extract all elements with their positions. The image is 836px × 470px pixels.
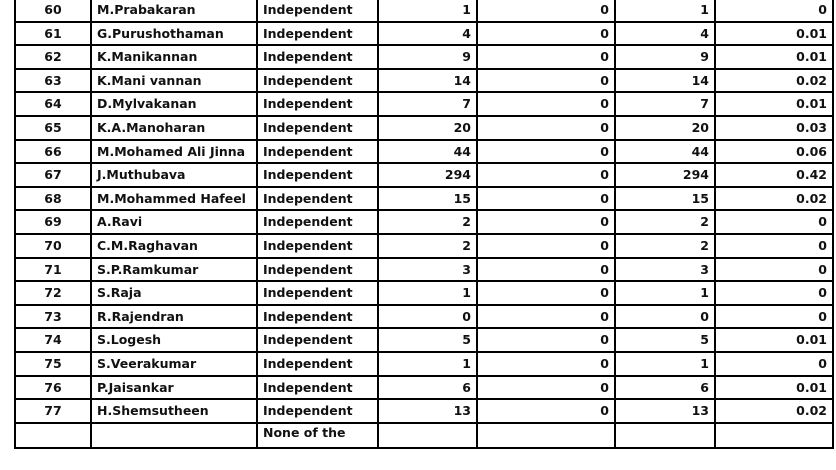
evm-votes-cell: 1 <box>378 281 477 305</box>
evm-votes-cell: 6 <box>378 376 477 400</box>
table-row <box>15 116 833 140</box>
party-cell: Independent <box>257 45 378 69</box>
party-cell: Independent <box>257 210 378 234</box>
candidate-name-cell: K.Mani vannan <box>91 69 257 93</box>
vote-percent-cell: 0.06 <box>715 140 833 164</box>
postal-votes-cell <box>477 423 615 449</box>
serial-number-cell: 77 <box>15 399 91 423</box>
evm-votes-cell: 13 <box>378 399 477 423</box>
table-row <box>15 376 833 400</box>
serial-number-cell: 64 <box>15 92 91 116</box>
vote-percent-cell: 0.01 <box>715 376 833 400</box>
candidate-name-cell: M.Mohammed Hafeel <box>91 187 257 211</box>
total-votes-cell: 7 <box>615 92 715 116</box>
vote-percent-cell: 0.42 <box>715 163 833 187</box>
serial-number-cell: 73 <box>15 305 91 329</box>
evm-votes-cell: 3 <box>378 258 477 282</box>
serial-number-cell: 72 <box>15 281 91 305</box>
vote-percent-cell: 0 <box>715 258 833 282</box>
table-row <box>15 305 833 329</box>
postal-votes-cell: 0 <box>477 140 615 164</box>
postal-votes-cell: 0 <box>477 187 615 211</box>
vote-percent-cell: 0.01 <box>715 92 833 116</box>
candidate-name-cell: S.Raja <box>91 281 257 305</box>
candidate-name-cell: M.Prabakaran <box>91 0 257 22</box>
evm-votes-cell <box>378 423 477 449</box>
table-row <box>15 45 833 69</box>
party-cell: Independent <box>257 116 378 140</box>
evm-votes-cell: 294 <box>378 163 477 187</box>
vote-percent-cell: 0.01 <box>715 22 833 46</box>
table-row <box>15 92 833 116</box>
candidate-name-cell <box>91 423 257 449</box>
vote-percent-cell: 0.02 <box>715 399 833 423</box>
postal-votes-cell: 0 <box>477 92 615 116</box>
party-cell: Independent <box>257 140 378 164</box>
table-row <box>15 423 833 449</box>
vote-percent-cell: 0.02 <box>715 69 833 93</box>
table-row <box>15 0 833 22</box>
table-row <box>15 22 833 46</box>
candidate-name-cell: H.Shemsutheen <box>91 399 257 423</box>
party-cell: Independent <box>257 328 378 352</box>
postal-votes-cell: 0 <box>477 352 615 376</box>
candidate-name-cell: S.Veerakumar <box>91 352 257 376</box>
table-row <box>15 210 833 234</box>
postal-votes-cell: 0 <box>477 376 615 400</box>
party-cell: None of the <box>257 423 378 449</box>
vote-percent-cell <box>715 423 833 449</box>
party-cell: Independent <box>257 92 378 116</box>
total-votes-cell: 13 <box>615 399 715 423</box>
vote-percent-cell: 0.01 <box>715 328 833 352</box>
total-votes-cell: 14 <box>615 69 715 93</box>
postal-votes-cell: 0 <box>477 281 615 305</box>
postal-votes-cell: 0 <box>477 399 615 423</box>
evm-votes-cell: 20 <box>378 116 477 140</box>
candidate-name-cell: A.Ravi <box>91 210 257 234</box>
postal-votes-cell: 0 <box>477 234 615 258</box>
serial-number-cell <box>15 423 91 449</box>
total-votes-cell <box>615 423 715 449</box>
serial-number-cell: 61 <box>15 22 91 46</box>
total-votes-cell: 2 <box>615 234 715 258</box>
table-row <box>15 187 833 211</box>
candidate-name-cell: C.M.Raghavan <box>91 234 257 258</box>
evm-votes-cell: 2 <box>378 234 477 258</box>
candidate-name-cell: D.Mylvakanan <box>91 92 257 116</box>
evm-votes-cell: 5 <box>378 328 477 352</box>
total-votes-cell: 20 <box>615 116 715 140</box>
candidate-name-cell: S.Logesh <box>91 328 257 352</box>
total-votes-cell: 6 <box>615 376 715 400</box>
total-votes-cell: 15 <box>615 187 715 211</box>
postal-votes-cell: 0 <box>477 305 615 329</box>
party-cell: Independent <box>257 376 378 400</box>
table-row <box>15 234 833 258</box>
vote-percent-cell: 0 <box>715 281 833 305</box>
evm-votes-cell: 14 <box>378 69 477 93</box>
party-cell: Independent <box>257 69 378 93</box>
serial-number-cell: 70 <box>15 234 91 258</box>
postal-votes-cell: 0 <box>477 163 615 187</box>
candidate-name-cell: K.Manikannan <box>91 45 257 69</box>
serial-number-cell: 74 <box>15 328 91 352</box>
candidate-name-cell: K.A.Manoharan <box>91 116 257 140</box>
party-cell: Independent <box>257 163 378 187</box>
total-votes-cell: 1 <box>615 281 715 305</box>
serial-number-cell: 60 <box>15 0 91 22</box>
candidate-name-cell: M.Mohamed Ali Jinna <box>91 140 257 164</box>
table-row <box>15 399 833 423</box>
serial-number-cell: 75 <box>15 352 91 376</box>
candidate-name-cell: P.Jaisankar <box>91 376 257 400</box>
serial-number-cell: 65 <box>15 116 91 140</box>
table-row <box>15 328 833 352</box>
candidate-name-cell: S.P.Ramkumar <box>91 258 257 282</box>
table-row <box>15 140 833 164</box>
postal-votes-cell: 0 <box>477 0 615 22</box>
party-cell: Independent <box>257 234 378 258</box>
table-row <box>15 163 833 187</box>
serial-number-cell: 69 <box>15 210 91 234</box>
table-row <box>15 69 833 93</box>
evm-votes-cell: 7 <box>378 92 477 116</box>
postal-votes-cell: 0 <box>477 116 615 140</box>
results-table <box>14 0 834 449</box>
party-cell: Independent <box>257 22 378 46</box>
evm-votes-cell: 2 <box>378 210 477 234</box>
evm-votes-cell: 44 <box>378 140 477 164</box>
total-votes-cell: 3 <box>615 258 715 282</box>
evm-votes-cell: 1 <box>378 0 477 22</box>
evm-votes-cell: 0 <box>378 305 477 329</box>
total-votes-cell: 44 <box>615 140 715 164</box>
vote-percent-cell: 0.01 <box>715 45 833 69</box>
serial-number-cell: 76 <box>15 376 91 400</box>
vote-percent-cell: 0 <box>715 210 833 234</box>
candidate-name-cell: J.Muthubava <box>91 163 257 187</box>
table-row <box>15 258 833 282</box>
vote-percent-cell: 0 <box>715 0 833 22</box>
postal-votes-cell: 0 <box>477 328 615 352</box>
serial-number-cell: 62 <box>15 45 91 69</box>
party-cell: Independent <box>257 281 378 305</box>
total-votes-cell: 1 <box>615 352 715 376</box>
total-votes-cell: 4 <box>615 22 715 46</box>
party-cell: Independent <box>257 0 378 22</box>
total-votes-cell: 9 <box>615 45 715 69</box>
postal-votes-cell: 0 <box>477 69 615 93</box>
party-cell: Independent <box>257 305 378 329</box>
party-cell: Independent <box>257 352 378 376</box>
vote-percent-cell: 0.03 <box>715 116 833 140</box>
serial-number-cell: 67 <box>15 163 91 187</box>
party-cell: Independent <box>257 399 378 423</box>
serial-number-cell: 68 <box>15 187 91 211</box>
party-cell: Independent <box>257 258 378 282</box>
party-cell: Independent <box>257 187 378 211</box>
vote-percent-cell: 0.02 <box>715 187 833 211</box>
serial-number-cell: 63 <box>15 69 91 93</box>
evm-votes-cell: 15 <box>378 187 477 211</box>
candidate-name-cell: G.Purushothaman <box>91 22 257 46</box>
results-table-body <box>15 0 833 448</box>
postal-votes-cell: 0 <box>477 210 615 234</box>
total-votes-cell: 0 <box>615 305 715 329</box>
table-row <box>15 281 833 305</box>
total-votes-cell: 1 <box>615 0 715 22</box>
candidate-name-cell: R.Rajendran <box>91 305 257 329</box>
table-row <box>15 352 833 376</box>
evm-votes-cell: 9 <box>378 45 477 69</box>
postal-votes-cell: 0 <box>477 258 615 282</box>
total-votes-cell: 294 <box>615 163 715 187</box>
vote-percent-cell: 0 <box>715 352 833 376</box>
total-votes-cell: 2 <box>615 210 715 234</box>
postal-votes-cell: 0 <box>477 22 615 46</box>
serial-number-cell: 66 <box>15 140 91 164</box>
vote-percent-cell: 0 <box>715 305 833 329</box>
evm-votes-cell: 1 <box>378 352 477 376</box>
serial-number-cell: 71 <box>15 258 91 282</box>
evm-votes-cell: 4 <box>378 22 477 46</box>
postal-votes-cell: 0 <box>477 45 615 69</box>
total-votes-cell: 5 <box>615 328 715 352</box>
vote-percent-cell: 0 <box>715 234 833 258</box>
